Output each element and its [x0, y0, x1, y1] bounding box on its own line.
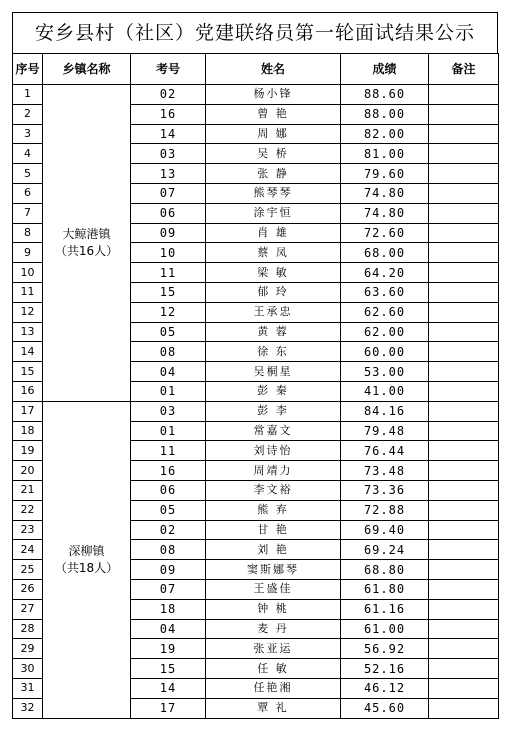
cell-name: 蔡 凤	[206, 243, 341, 263]
header-seq: 序号	[13, 54, 43, 85]
cell-note	[429, 461, 499, 481]
cell-score: 72.88	[341, 500, 429, 520]
cell-exam-no: 16	[131, 461, 206, 481]
cell-name: 吴桐星	[206, 362, 341, 382]
cell-name: 熊琴琴	[206, 183, 341, 203]
cell-score: 63.60	[341, 282, 429, 302]
town-name: 深柳镇	[68, 543, 105, 558]
cell-exam-no: 17	[131, 698, 206, 718]
cell-exam-no: 05	[131, 322, 206, 342]
cell-seq: 3	[13, 124, 43, 144]
cell-name: 梁 敏	[206, 263, 341, 283]
cell-score: 62.00	[341, 322, 429, 342]
cell-name: 任艳湘	[206, 678, 341, 698]
cell-note	[429, 639, 499, 659]
cell-seq: 31	[13, 678, 43, 698]
cell-name: 王承忠	[206, 302, 341, 322]
cell-note	[429, 698, 499, 718]
cell-score: 56.92	[341, 639, 429, 659]
cell-score: 72.60	[341, 223, 429, 243]
cell-name: 彭 秦	[206, 381, 341, 401]
cell-note	[429, 401, 499, 421]
cell-name: 覃 礼	[206, 698, 341, 718]
cell-seq: 28	[13, 619, 43, 639]
cell-seq: 32	[13, 698, 43, 718]
town-count: （共16人）	[54, 243, 119, 258]
results-table	[12, 53, 499, 719]
table-row	[13, 85, 499, 105]
cell-score: 64.20	[341, 263, 429, 283]
cell-note	[429, 500, 499, 520]
cell-score: 45.60	[341, 698, 429, 718]
cell-score: 69.24	[341, 540, 429, 560]
cell-name: 周 娜	[206, 124, 341, 144]
cell-note	[429, 540, 499, 560]
cell-exam-no: 18	[131, 599, 206, 619]
cell-score: 79.48	[341, 421, 429, 441]
cell-name: 涂宇恒	[206, 203, 341, 223]
cell-note	[429, 322, 499, 342]
cell-name: 刘诗怡	[206, 441, 341, 461]
table-row	[13, 401, 499, 421]
cell-score: 52.16	[341, 659, 429, 679]
cell-exam-no: 04	[131, 619, 206, 639]
cell-exam-no: 01	[131, 421, 206, 441]
cell-name: 张亚运	[206, 639, 341, 659]
cell-score: 60.00	[341, 342, 429, 362]
cell-name: 曾 艳	[206, 104, 341, 124]
cell-exam-no: 02	[131, 85, 206, 105]
cell-note	[429, 599, 499, 619]
cell-note	[429, 144, 499, 164]
cell-seq: 25	[13, 560, 43, 580]
cell-score: 46.12	[341, 678, 429, 698]
cell-score: 82.00	[341, 124, 429, 144]
cell-score: 84.16	[341, 401, 429, 421]
header-row	[13, 54, 499, 85]
cell-seq: 11	[13, 282, 43, 302]
cell-note	[429, 85, 499, 105]
cell-exam-no: 14	[131, 124, 206, 144]
cell-name: 麦 丹	[206, 619, 341, 639]
cell-exam-no: 14	[131, 678, 206, 698]
cell-exam-no: 04	[131, 362, 206, 382]
cell-note	[429, 441, 499, 461]
cell-score: 88.60	[341, 85, 429, 105]
cell-exam-no: 11	[131, 441, 206, 461]
cell-seq: 7	[13, 203, 43, 223]
cell-seq: 13	[13, 322, 43, 342]
cell-name: 常嘉文	[206, 421, 341, 441]
cell-name: 吴 桥	[206, 144, 341, 164]
results-body	[13, 85, 499, 719]
cell-exam-no: 13	[131, 164, 206, 184]
cell-score: 41.00	[341, 381, 429, 401]
cell-seq: 26	[13, 579, 43, 599]
cell-score: 74.80	[341, 203, 429, 223]
cell-seq: 24	[13, 540, 43, 560]
cell-score: 76.44	[341, 441, 429, 461]
cell-exam-no: 07	[131, 183, 206, 203]
cell-score: 61.00	[341, 619, 429, 639]
cell-seq: 27	[13, 599, 43, 619]
cell-note	[429, 104, 499, 124]
cell-exam-no: 11	[131, 263, 206, 283]
cell-score: 88.00	[341, 104, 429, 124]
cell-seq: 18	[13, 421, 43, 441]
cell-exam-no: 15	[131, 282, 206, 302]
cell-note	[429, 223, 499, 243]
cell-note	[429, 381, 499, 401]
cell-note	[429, 560, 499, 580]
cell-score: 81.00	[341, 144, 429, 164]
cell-note	[429, 263, 499, 283]
cell-note	[429, 164, 499, 184]
cell-exam-no: 08	[131, 342, 206, 362]
cell-exam-no: 15	[131, 659, 206, 679]
cell-score: 68.80	[341, 560, 429, 580]
cell-seq: 10	[13, 263, 43, 283]
cell-note	[429, 243, 499, 263]
header-note: 备注	[429, 54, 499, 85]
header-name: 姓名	[206, 54, 341, 85]
cell-name: 郁 玲	[206, 282, 341, 302]
cell-exam-no: 09	[131, 560, 206, 580]
cell-note	[429, 362, 499, 382]
cell-score: 61.80	[341, 579, 429, 599]
cell-note	[429, 659, 499, 679]
cell-name: 周靖力	[206, 461, 341, 481]
cell-note	[429, 520, 499, 540]
cell-score: 73.48	[341, 461, 429, 481]
town-count: （共18人）	[54, 560, 119, 575]
cell-exam-no: 06	[131, 203, 206, 223]
cell-seq: 16	[13, 381, 43, 401]
cell-seq: 5	[13, 164, 43, 184]
cell-note	[429, 678, 499, 698]
cell-seq: 14	[13, 342, 43, 362]
cell-seq: 15	[13, 362, 43, 382]
cell-seq: 22	[13, 500, 43, 520]
cell-seq: 23	[13, 520, 43, 540]
cell-exam-no: 16	[131, 104, 206, 124]
cell-exam-no: 09	[131, 223, 206, 243]
page-title: 安乡县村（社区）党建联络员第一轮面试结果公示	[12, 12, 498, 53]
cell-score: 62.60	[341, 302, 429, 322]
cell-note	[429, 342, 499, 362]
cell-name: 彭 李	[206, 401, 341, 421]
cell-exam-no: 05	[131, 500, 206, 520]
cell-seq: 20	[13, 461, 43, 481]
cell-exam-no: 02	[131, 520, 206, 540]
cell-seq: 12	[13, 302, 43, 322]
cell-note	[429, 124, 499, 144]
cell-exam-no: 06	[131, 480, 206, 500]
cell-name: 窦斯娜琴	[206, 560, 341, 580]
cell-exam-no: 10	[131, 243, 206, 263]
cell-seq: 1	[13, 85, 43, 105]
cell-seq: 21	[13, 480, 43, 500]
cell-score: 74.80	[341, 183, 429, 203]
header-score: 成绩	[341, 54, 429, 85]
cell-name: 刘 艳	[206, 540, 341, 560]
cell-name: 熊 弃	[206, 500, 341, 520]
cell-exam-no: 07	[131, 579, 206, 599]
cell-seq: 30	[13, 659, 43, 679]
cell-name: 任 敏	[206, 659, 341, 679]
cell-seq: 17	[13, 401, 43, 421]
cell-note	[429, 480, 499, 500]
cell-score: 68.00	[341, 243, 429, 263]
cell-exam-no: 19	[131, 639, 206, 659]
cell-exam-no: 03	[131, 401, 206, 421]
cell-seq: 4	[13, 144, 43, 164]
cell-seq: 2	[13, 104, 43, 124]
cell-note	[429, 203, 499, 223]
town-name: 大鲸港镇	[62, 226, 111, 241]
cell-score: 69.40	[341, 520, 429, 540]
cell-exam-no: 03	[131, 144, 206, 164]
cell-seq: 8	[13, 223, 43, 243]
cell-seq: 6	[13, 183, 43, 203]
cell-town	[43, 85, 131, 402]
cell-seq: 19	[13, 441, 43, 461]
cell-name: 甘 艳	[206, 520, 341, 540]
cell-score: 53.00	[341, 362, 429, 382]
cell-note	[429, 302, 499, 322]
results-sheet	[12, 12, 498, 719]
cell-seq: 29	[13, 639, 43, 659]
cell-score: 61.16	[341, 599, 429, 619]
cell-name: 徐 东	[206, 342, 341, 362]
cell-town	[43, 401, 131, 718]
cell-name: 张 静	[206, 164, 341, 184]
cell-name: 李文裕	[206, 480, 341, 500]
cell-exam-no: 08	[131, 540, 206, 560]
cell-exam-no: 12	[131, 302, 206, 322]
cell-note	[429, 421, 499, 441]
cell-note	[429, 183, 499, 203]
cell-name: 钟 桃	[206, 599, 341, 619]
cell-name: 王盛佳	[206, 579, 341, 599]
cell-note	[429, 619, 499, 639]
cell-name: 黄 蓉	[206, 322, 341, 342]
cell-note	[429, 579, 499, 599]
cell-name: 杨小锋	[206, 85, 341, 105]
cell-name: 肖 雄	[206, 223, 341, 243]
cell-note	[429, 282, 499, 302]
cell-seq: 9	[13, 243, 43, 263]
header-town: 乡镇名称	[43, 54, 131, 85]
header-exam-no: 考号	[131, 54, 206, 85]
cell-exam-no: 01	[131, 381, 206, 401]
cell-score: 79.60	[341, 164, 429, 184]
cell-score: 73.36	[341, 480, 429, 500]
